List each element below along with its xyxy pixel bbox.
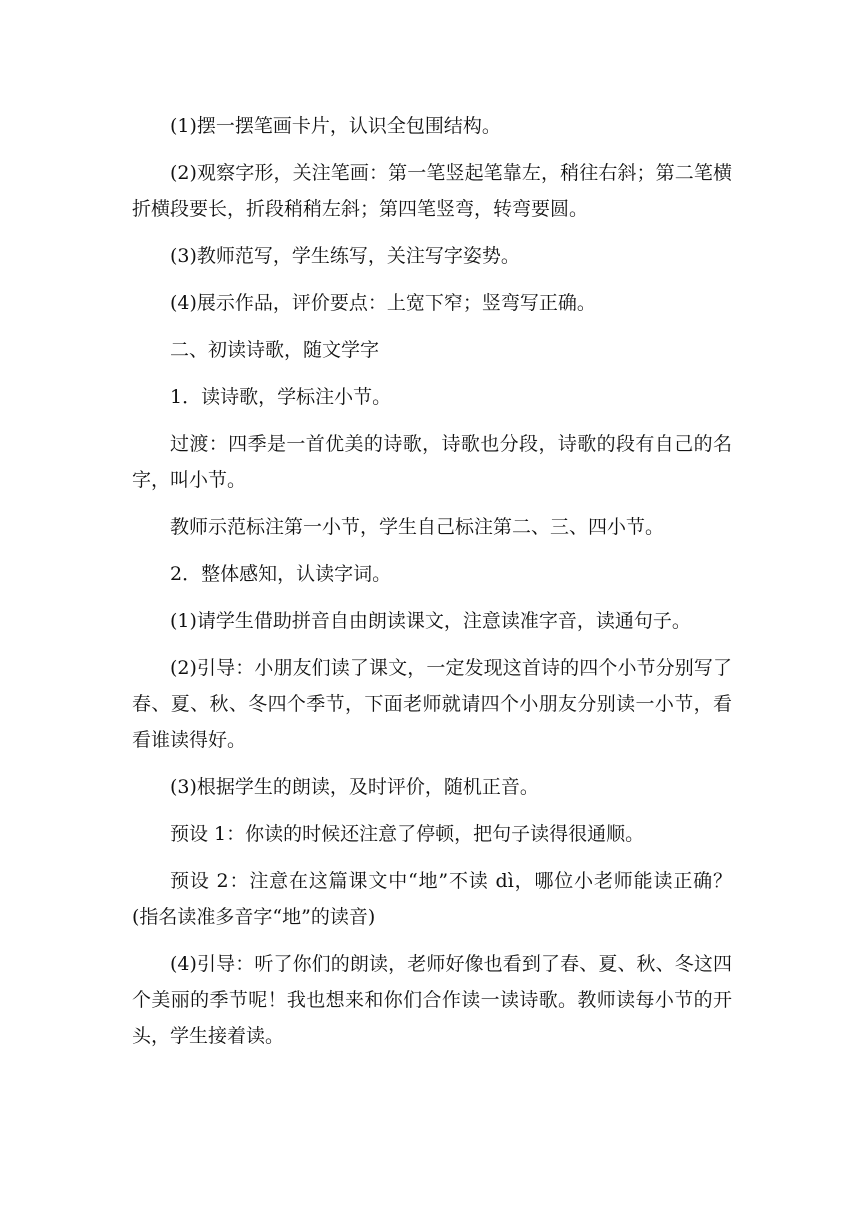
paragraph-transition: 过渡：四季是一首优美的诗歌，诗歌也分段，诗歌的段有自己的名字，叫小节。 (132, 433, 732, 491)
paragraph-step-3-demo: (3)教师范写，学生练写，关注写字姿势。 (170, 245, 520, 267)
paragraph-preset-1: 预设 1：你读的时候还注意了停顿，把句子读得很通顺。 (170, 823, 645, 845)
paragraph-overall-perception: 2．整体感知，认读字词。 (170, 563, 392, 585)
section-heading-first-reading: 二、初读诗歌，随文学字 (170, 339, 380, 361)
paragraph-step-2-observe: (2)观察字形，关注笔画：第一笔竖起笔靠左，稍往右斜；第二笔横折横段要长，折段稍稍左斜；第四笔竖弯，转弯要圆。 (132, 162, 732, 220)
paragraph-step-1-cards: (1)摆一摆笔画卡片，认识全包围结构。 (170, 115, 501, 137)
paragraph-guided-reading: (2)引导：小朋友们读了课文，一定发现这首诗的四个小节分别写了春、夏、秋、冬四个季节，下面老师就请四个小朋友分别读一小节，看看谁读得好。 (132, 657, 732, 751)
paragraph-cooperative-reading: (4)引导：听了你们的朗读，老师好像也看到了春、夏、秋、冬这四个美丽的季节呢！我也想来和你们合作读一读诗歌。教师读每小节的开头，学生接着读。 (132, 953, 732, 1047)
paragraph-teacher-demo-marking: 教师示范标注第一小节，学生自己标注第二、三、四小节。 (170, 516, 665, 538)
paragraph-read-and-mark: 1．读诗歌，学标注小节。 (170, 386, 392, 408)
paragraph-free-reading: (1)请学生借助拼音自由朗读课文，注意读准字音，读通句子。 (170, 610, 691, 632)
paragraph-evaluation: (3)根据学生的朗读，及时评价，随机正音。 (170, 776, 539, 798)
document-body (132, 108, 732, 1065)
paragraph-preset-2: 预设 2：注意在这篇课文中“地”不读 dì，哪位小老师能读正确？(指名读准多音字“地”的读音) (132, 870, 732, 928)
paragraph-step-4-display: (4)展示作品，评价要点：上宽下窄；竖弯写正确。 (170, 292, 596, 314)
